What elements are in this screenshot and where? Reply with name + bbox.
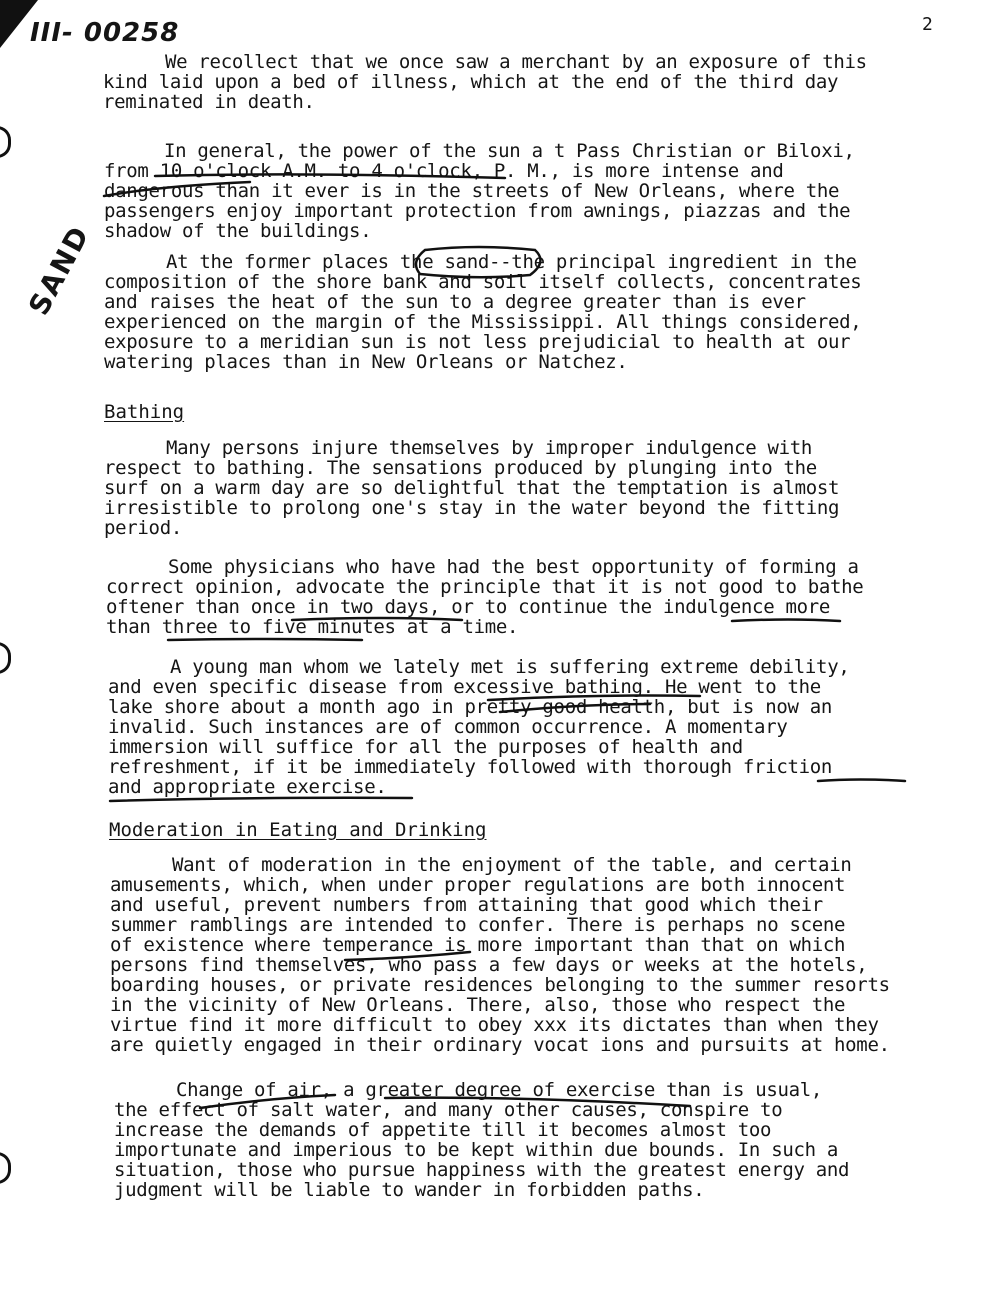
text-line: invalid. Such instances are of common occurrence. A momentary (108, 716, 788, 738)
text-line: judgment will be liable to wander in forbidden paths. (114, 1179, 705, 1201)
text-line: At the former places the sand--the principal ingredient in the (166, 251, 857, 273)
text-line: correct opinion, advocate the principle that it is not good to bathe (106, 576, 864, 598)
underline-mark (818, 780, 905, 782)
text-line: oftener than once in two days, or to continue the indulgence more (106, 596, 831, 618)
page-number: 2 (922, 14, 933, 35)
text-line: shadow of the buildings. (104, 220, 372, 242)
text-line: respect to bathing. The sensations produced by plunging into the (104, 457, 817, 479)
text-line: the effect of salt water, and many other causes, conspire to (114, 1099, 783, 1121)
text-line: A young man whom we lately met is suffering extreme debility, (170, 656, 850, 678)
text-line: of existence where temperance is more important than that on which (110, 934, 846, 956)
text-line: amusements, which, when under proper regulations are both innocent (110, 874, 846, 896)
text-line: In general, the power of the sun a t Pass Christian or Biloxi, (164, 140, 855, 162)
text-line: Some physicians who have had the best opportunity of forming a (168, 556, 859, 578)
document-id-stamp: III- 00258 (30, 18, 180, 48)
text-line: kind laid upon a bed of illness, which at the end of the third day (103, 71, 839, 93)
text-line: irresistible to prolong one's stay in the water beyond the fitting (104, 497, 840, 519)
text-line: passengers enjoy important protection from awnings, piazzas and the (104, 200, 851, 222)
text-line: experienced on the margin of the Mississippi. All things considered, (104, 311, 862, 333)
text-line: composition of the shore bank and soil itself collects, concentrates (104, 271, 862, 293)
section-heading-moderation: Moderation in Eating and Drinking (109, 819, 487, 841)
text-line: reminated in death. (103, 91, 315, 113)
text-line: boarding houses, or private residences belonging to the summer resorts (110, 974, 890, 996)
punch-hole-mark (0, 1152, 11, 1184)
text-line: immersion will suffice for all the purposes of health and (108, 736, 743, 758)
text-line: situation, those who pursue happiness with the greatest energy and (114, 1159, 850, 1181)
text-line: increase the demands of appetite till it becomes almost too (114, 1119, 772, 1141)
section-heading-bathing: Bathing (104, 401, 185, 423)
handwritten-margin-note: SAND (22, 219, 97, 321)
underline-mark (732, 620, 840, 622)
text-line: and even specific disease from excessive bathing. He went to the (108, 676, 821, 698)
text-line: and appropriate exercise. (108, 776, 387, 798)
text-line: are quietly engaged in their ordinary vocat ions and pursuits at home. (110, 1034, 890, 1056)
text-line: We recollect that we once saw a merchant by an exposure of this (165, 51, 867, 73)
text-line: persons find themselves, who pass a few days or weeks at the hotels, (110, 954, 868, 976)
text-line: period. (104, 517, 182, 539)
underline-mark (110, 798, 412, 801)
text-line: importunate and imperious to be kept within due bounds. In such a (114, 1139, 839, 1161)
text-line: refreshment, if it be immediately followed with thorough friction (108, 756, 833, 778)
text-line: dangerous than it ever is in the streets of New Orleans, where the (104, 180, 840, 202)
text-line: Many persons injure themselves by improper indulgence with (166, 437, 813, 459)
text-line: virtue find it more difficult to obey xxx its dictates than when they (110, 1014, 879, 1036)
text-line: than three to five minutes at a time. (106, 616, 519, 638)
underline-mark (168, 639, 362, 640)
text-line: and useful, prevent numbers from attaining that good which their (110, 894, 823, 916)
text-line: and raises the heat of the sun to a degree greater than is ever (104, 291, 806, 313)
text-line: watering places than in New Orleans or Natchez. (104, 351, 628, 373)
text-line: surf on a warm day are so delightful that the temptation is almost (104, 477, 840, 499)
text-line: summer ramblings are intended to confer. There is perhaps no scene (110, 914, 846, 936)
punch-hole-mark (0, 642, 11, 674)
text-line: Change of air, a greater degree of exercise than is usual, (176, 1079, 823, 1101)
text-line: lake shore about a month ago in pretty good health, but is now an (108, 696, 833, 718)
text-line: in the vicinity of New Orleans. There, also, those who respect the (110, 994, 846, 1016)
text-line: Want of moderation in the enjoyment of the table, and certain (172, 854, 852, 876)
text-line: exposure to a meridian sun is not less prejudicial to health at our (104, 331, 851, 353)
text-line: from 10 o'clock A.M. to 4 o'clock, P. M., is more intense and (104, 160, 784, 182)
punch-hole-mark (0, 126, 11, 158)
